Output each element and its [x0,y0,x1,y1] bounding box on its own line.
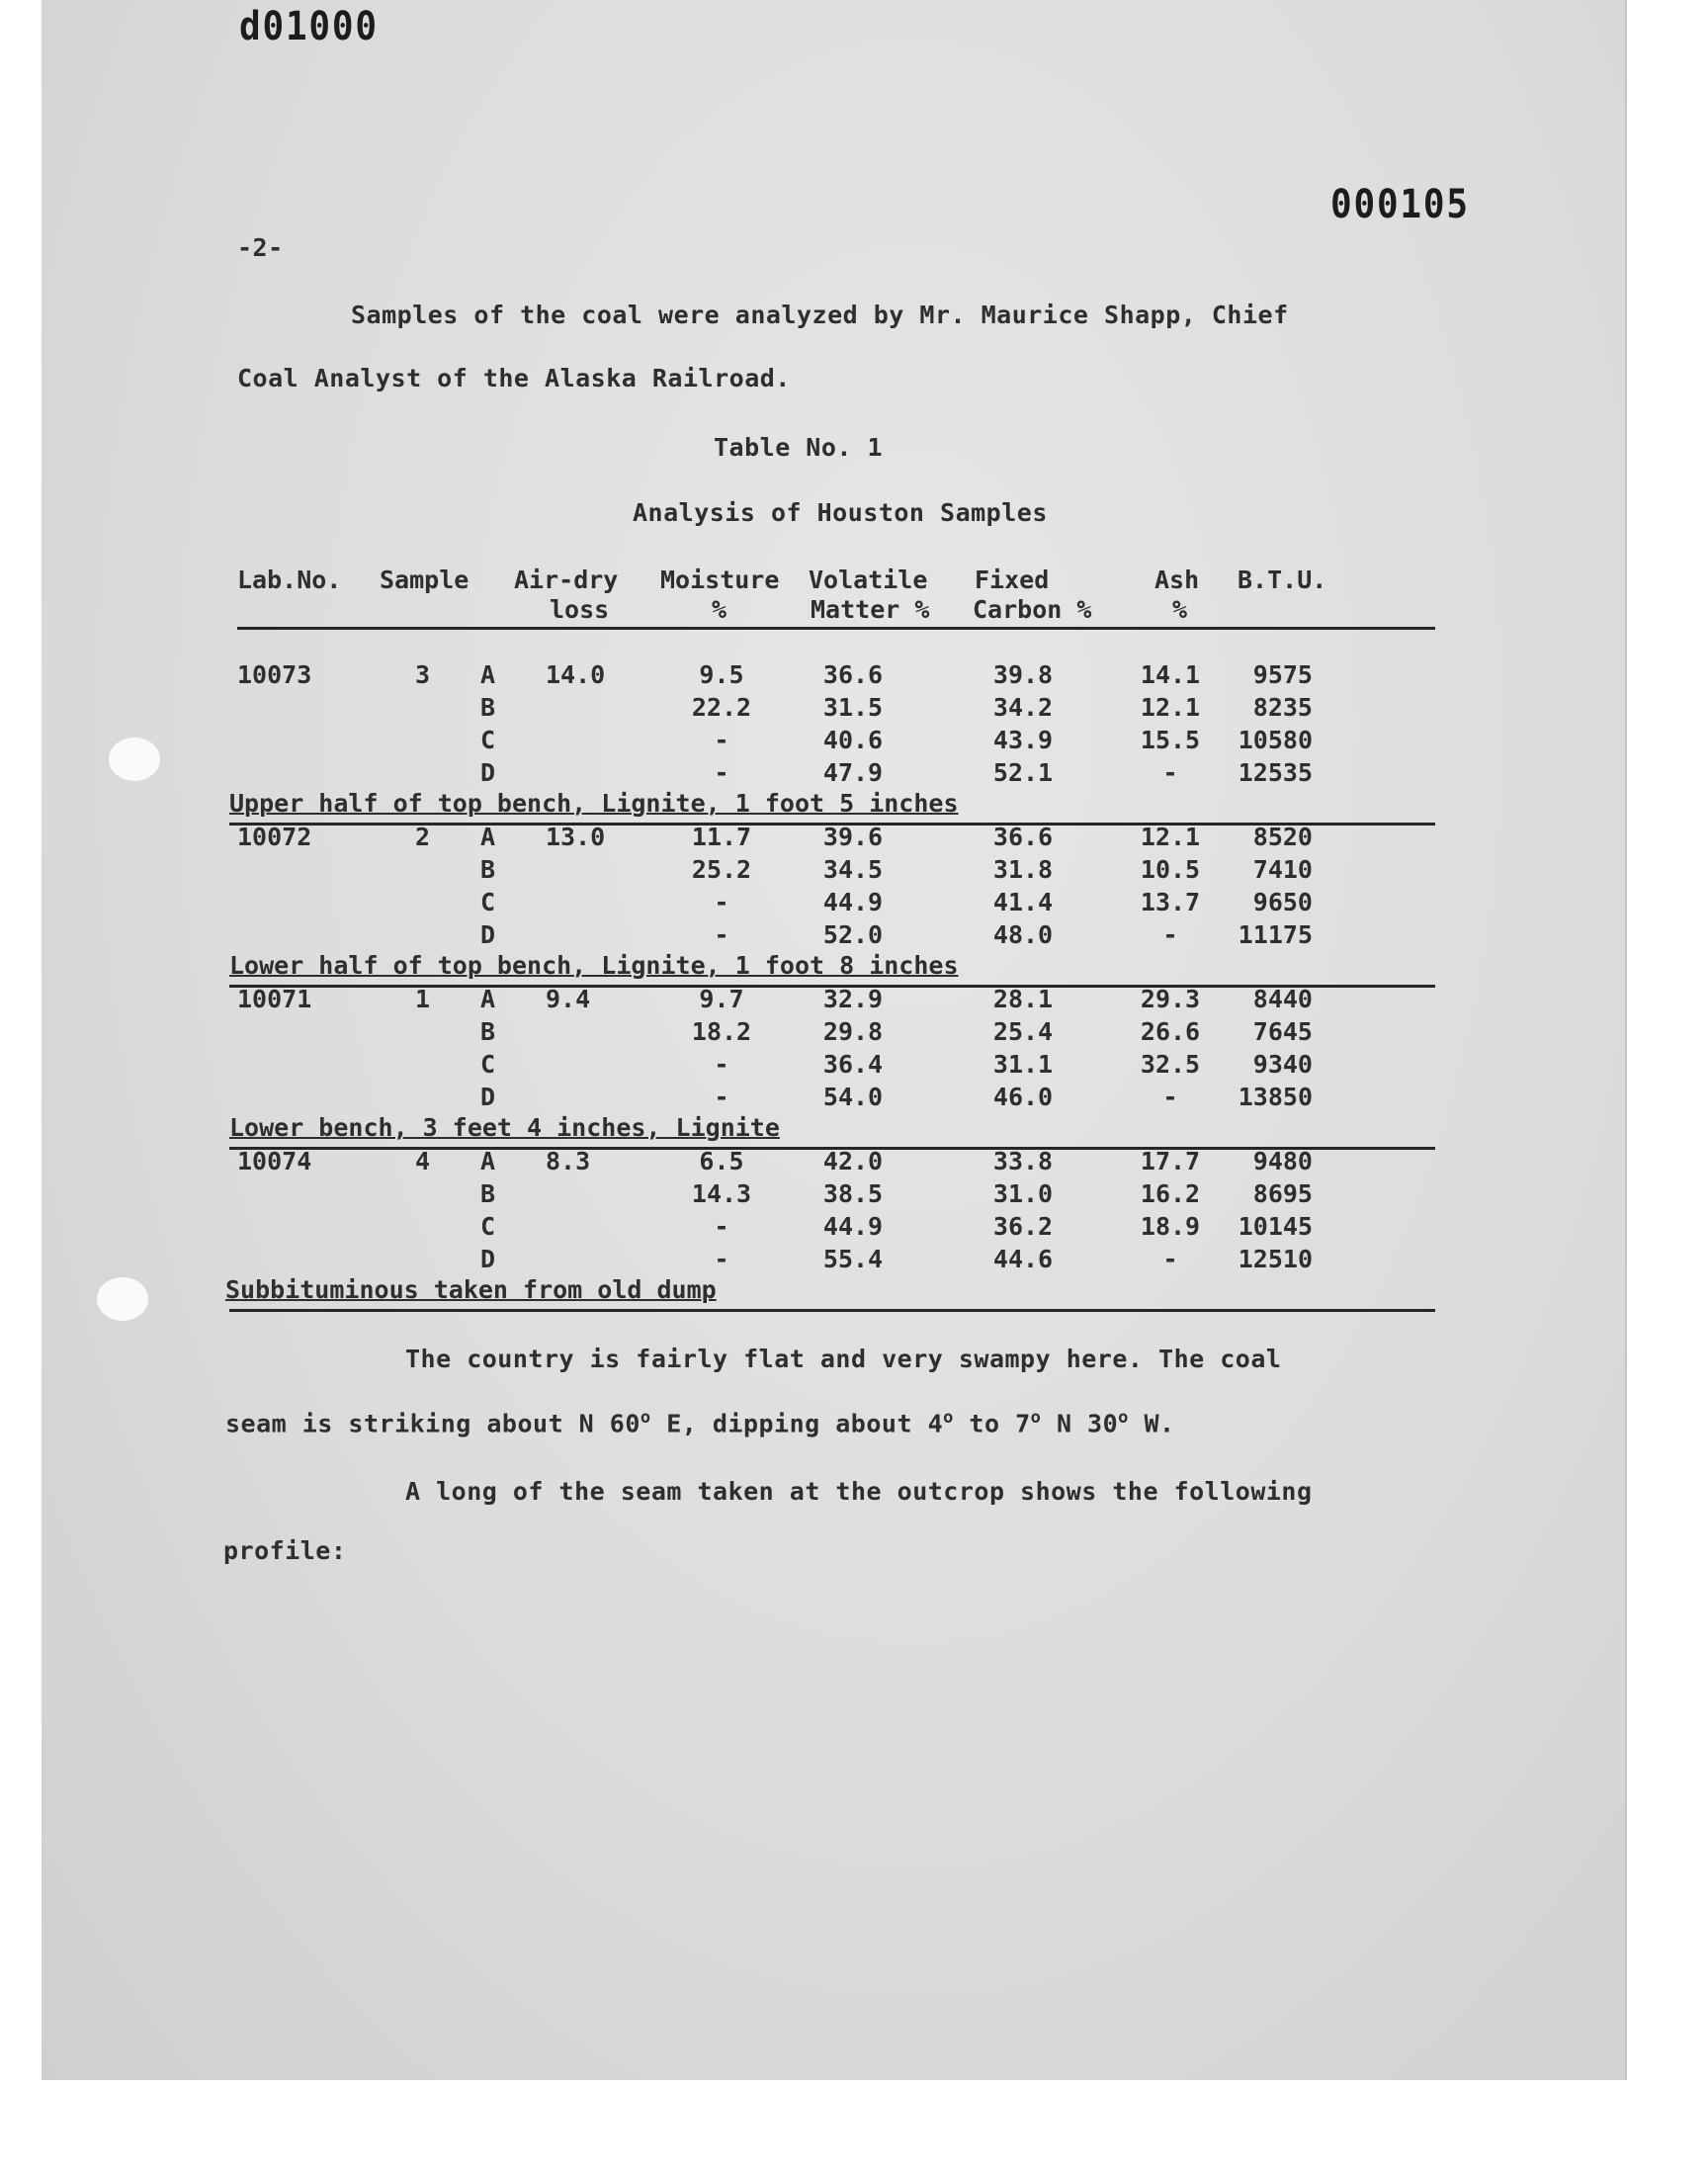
air-dry-loss-cell: 9.4 [546,985,591,1013]
column-header-btu: B.T.U. [1238,566,1327,594]
column-header-air-dry-2: loss [550,595,610,624]
line2-part-a: seam is striking about N 60 [225,1409,640,1438]
column-header-lab-no: Lab.No. [237,566,342,594]
document-stamp-top: d01000 [239,4,379,49]
degree-mark-4: o [1118,1408,1129,1428]
volatile-cell: 47.9 [822,758,884,787]
btu-cell: 8695 [1252,1179,1313,1208]
line2-part-c: to 7 [953,1409,1031,1438]
btu-cell: 9575 [1252,660,1313,689]
btu-cell: 8520 [1252,823,1313,851]
basis-cell: D [480,920,496,949]
btu-cell: 9480 [1252,1147,1313,1175]
group-note: Subbituminous taken from old dump [225,1275,717,1304]
btu-cell: 10580 [1238,726,1313,754]
ash-cell: 15.5 [1140,726,1201,754]
column-header-ash-1: Ash [1154,566,1200,594]
lab-number-cell: 10071 [237,985,312,1013]
moisture-cell: 11.7 [691,823,752,851]
fixed-cell: 34.2 [992,693,1054,722]
ash-cell: - [1162,1083,1178,1111]
volatile-cell: 31.5 [822,693,884,722]
punch-hole-top [109,738,160,781]
body-paragraph-2-line-1: A long of the seam taken at the outcrop shows the following [405,1477,1313,1506]
moisture-cell: 9.5 [699,660,744,689]
basis-cell: C [480,888,496,916]
moisture-cell: 18.2 [691,1017,752,1046]
basis-cell: D [480,758,496,787]
basis-cell: A [480,985,496,1013]
fixed-cell: 36.6 [992,823,1054,851]
page-number: -2- [237,233,284,262]
moisture-cell: 22.2 [691,693,752,722]
moisture-cell: 25.2 [691,855,752,884]
volatile-cell: 44.9 [822,1212,884,1241]
moisture-cell: - [714,920,729,949]
ash-cell: - [1162,1245,1178,1273]
sample-number-cell: 1 [415,985,431,1013]
column-header-ash-2: % [1172,595,1188,624]
ash-cell: 10.5 [1140,855,1201,884]
table-number: Table No. 1 [714,433,884,462]
moisture-cell: 14.3 [691,1179,752,1208]
btu-cell: 9340 [1252,1050,1313,1079]
line2-part-b: E, dipping about 4 [650,1409,944,1438]
table-caption: Analysis of Houston Samples [633,498,1048,527]
column-header-fixed-1: Fixed [975,566,1050,594]
intro-line-2: Coal Analyst of the Alaska Railroad. [237,364,791,392]
volatile-cell: 29.8 [822,1017,884,1046]
btu-cell: 12510 [1238,1245,1313,1273]
basis-cell: A [480,823,496,851]
volatile-cell: 42.0 [822,1147,884,1175]
btu-cell: 7645 [1252,1017,1313,1046]
basis-cell: B [480,693,496,722]
intro-line-1: Samples of the coal were analyzed by Mr. Maurice Shapp, Chief [351,301,1289,329]
btu-cell: 8235 [1252,693,1313,722]
basis-cell: B [480,1017,496,1046]
ash-cell: - [1162,920,1178,949]
moisture-cell: - [714,1245,729,1273]
fixed-cell: 39.8 [992,660,1054,689]
sample-number-cell: 2 [415,823,431,851]
ash-cell: 17.7 [1140,1147,1201,1175]
fixed-cell: 44.6 [992,1245,1054,1273]
group-divider-rule [229,1309,1435,1312]
document-stamp-right: 000105 [1330,182,1470,227]
header-rule [237,627,1435,630]
volatile-cell: 40.6 [822,726,884,754]
moisture-cell: - [714,758,729,787]
ash-cell: 14.1 [1140,660,1201,689]
fixed-cell: 31.8 [992,855,1054,884]
volatile-cell: 36.4 [822,1050,884,1079]
air-dry-loss-cell: 13.0 [546,823,606,851]
volatile-cell: 36.6 [822,660,884,689]
fixed-cell: 46.0 [992,1083,1054,1111]
fixed-cell: 31.0 [992,1179,1054,1208]
sample-number-cell: 3 [415,660,431,689]
basis-cell: C [480,1050,496,1079]
basis-cell: A [480,1147,496,1175]
fixed-cell: 25.4 [992,1017,1054,1046]
punch-hole-bottom [97,1277,148,1321]
btu-cell: 8440 [1252,985,1313,1013]
fixed-cell: 41.4 [992,888,1054,916]
fixed-cell: 48.0 [992,920,1054,949]
fixed-cell: 36.2 [992,1212,1054,1241]
fixed-cell: 31.1 [992,1050,1054,1079]
basis-cell: A [480,660,496,689]
ash-cell: 32.5 [1140,1050,1201,1079]
ash-cell: 12.1 [1140,823,1201,851]
moisture-cell: - [714,1083,729,1111]
basis-cell: D [480,1083,496,1111]
column-header-volatile-1: Volatile [809,566,928,594]
ash-cell: - [1162,758,1178,787]
btu-cell: 9650 [1252,888,1313,916]
volatile-cell: 39.6 [822,823,884,851]
basis-cell: C [480,1212,496,1241]
moisture-cell: 6.5 [699,1147,744,1175]
lab-number-cell: 10074 [237,1147,312,1175]
degree-mark-2: o [943,1408,954,1428]
basis-cell: D [480,1245,496,1273]
ash-cell: 26.6 [1140,1017,1201,1046]
column-header-air-dry-1: Air-dry [514,566,619,594]
sample-number-cell: 4 [415,1147,431,1175]
volatile-cell: 52.0 [822,920,884,949]
body-paragraph-2-line-2: profile: [223,1536,347,1565]
degree-mark-1: o [640,1408,651,1428]
volatile-cell: 38.5 [822,1179,884,1208]
group-note: Lower bench, 3 feet 4 inches, Lignite [229,1113,780,1142]
lab-number-cell: 10072 [237,823,312,851]
body-paragraph-1-line-2 [225,1408,1175,1437]
fixed-cell: 52.1 [992,758,1054,787]
btu-cell: 12535 [1238,758,1313,787]
fixed-cell: 28.1 [992,985,1054,1013]
lab-number-cell: 10073 [237,660,312,689]
column-header-moisture-2: % [712,595,727,624]
volatile-cell: 55.4 [822,1245,884,1273]
volatile-cell: 54.0 [822,1083,884,1111]
column-header-volatile-2: Matter % [811,595,930,624]
air-dry-loss-cell: 8.3 [546,1147,591,1175]
air-dry-loss-cell: 14.0 [546,660,606,689]
basis-cell: B [480,1179,496,1208]
btu-cell: 10145 [1238,1212,1313,1241]
group-note: Lower half of top bench, Lignite, 1 foot 8 inches [229,951,959,980]
ash-cell: 12.1 [1140,693,1201,722]
basis-cell: B [480,855,496,884]
group-note: Upper half of top bench, Lignite, 1 foot 5 inches [229,789,959,818]
line2-part-d: N 30 [1041,1409,1119,1438]
moisture-cell: - [714,1050,729,1079]
column-header-moisture-1: Moisture [660,566,780,594]
fixed-cell: 33.8 [992,1147,1054,1175]
moisture-cell: 9.7 [699,985,744,1013]
column-header-fixed-2: Carbon % [973,595,1092,624]
basis-cell: C [480,726,496,754]
fixed-cell: 43.9 [992,726,1054,754]
column-header-sample: Sample [380,566,470,594]
ash-cell: 29.3 [1140,985,1201,1013]
ash-cell: 13.7 [1140,888,1201,916]
volatile-cell: 34.5 [822,855,884,884]
line2-part-e: W. [1128,1409,1175,1438]
btu-cell: 13850 [1238,1083,1313,1111]
volatile-cell: 32.9 [822,985,884,1013]
body-paragraph-1-line-1: The country is fairly flat and very swampy here. The coal [405,1345,1282,1373]
ash-cell: 18.9 [1140,1212,1201,1241]
volatile-cell: 44.9 [822,888,884,916]
btu-cell: 7410 [1252,855,1313,884]
moisture-cell: - [714,888,729,916]
degree-mark-3: o [1030,1408,1042,1428]
moisture-cell: - [714,1212,729,1241]
ash-cell: 16.2 [1140,1179,1201,1208]
moisture-cell: - [714,726,729,754]
btu-cell: 11175 [1238,920,1313,949]
